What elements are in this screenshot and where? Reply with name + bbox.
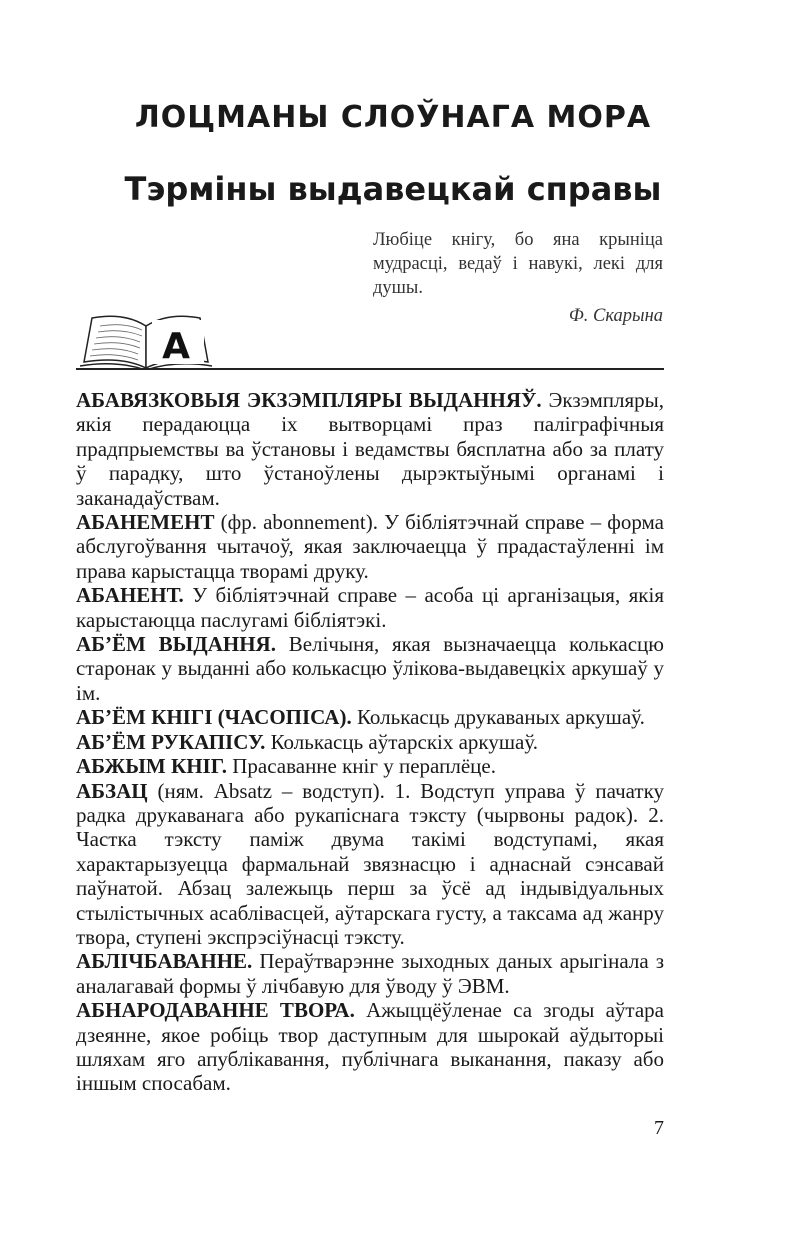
entry-definition: Прасаванне кніг у пераплёце.	[226, 754, 496, 779]
entry-definition: Колькасць аўтарскіх аркушаў.	[265, 729, 538, 754]
glossary-entry	[76, 754, 664, 778]
entry-term: АБАНЕНТ.	[76, 583, 184, 608]
glossary-entry	[76, 779, 664, 950]
glossary-entry	[76, 730, 664, 754]
entry-term: АБ’ЁМ КНІГІ (ЧАСОПІСА).	[76, 705, 352, 730]
section-letter: А	[162, 326, 190, 367]
entry-definition: Пераўтварэнне зыходных даных арыгінала з аналагавай формы ў лічбавую для ўводу ў ЭВМ.	[76, 949, 664, 998]
entry-term: АБ’ЁМ ВЫДАННЯ.	[76, 632, 276, 657]
section-divider	[76, 368, 664, 370]
entry-definition: (фр. abonnement). У бібліятэчнай справе – форма абслугоўвання чытачоў, якая заключаецца ў прадастаўленні ім права карыстацца творамі друку.	[76, 510, 664, 583]
glossary-entry	[76, 583, 664, 632]
page-number: 7	[654, 1117, 664, 1139]
page-subtitle: Тэрміны выдавецкай справы	[124, 170, 662, 208]
epigraph-author: Ф. Скарына	[568, 306, 663, 326]
glossary-entries	[76, 388, 664, 1096]
glossary-entry	[76, 510, 664, 583]
glossary-entry	[76, 388, 664, 510]
epigraph-text: Любіце кнігу, бо яна крыніца мудрасці, ведаў і навукі, лекі для душы.	[373, 230, 663, 298]
entry-definition: Велічыня, якая вызначаецца колькасцю старонак у выданні або колькасцю ўлікова-выдавецкіх аркушаў у ім.	[76, 632, 664, 705]
entry-definition: (ням. Absatz – водступ). 1. Водступ управа ў пачатку радка друкаванага або рукапіснага тэксту (чырвоны радок). 2. Частка тэксту паміж двума такімі водступамі, якая характарызуецца фармальнай звязнасцю і аднаснай сэнсавай паўнатой. Абзац залежыць перш за ўсё ад індывідуальных стылістычных асаблівасцей, аўтарскага густу, а таксама ад жанру твора, ступені экспрэсіўнасці тэксту.	[76, 778, 664, 949]
glossary-entry	[76, 705, 664, 729]
section-letter-block	[76, 310, 664, 370]
glossary-entry	[76, 632, 664, 705]
entry-definition: У бібліятэчнай справе – асоба ці арганізацыя, якія карыстаюцца паслугамі бібліятэкі.	[76, 583, 664, 632]
glossary-entry	[76, 998, 664, 1096]
entry-term: АБНАРОДАВАННЕ ТВОРА.	[76, 998, 355, 1023]
open-book-icon	[76, 310, 216, 370]
page-title: ЛОЦМАНЫ СЛОЎНАГА МОРА	[134, 100, 652, 135]
entry-term: АБЛІЧБАВАННЕ.	[76, 949, 253, 974]
entry-term: АБЗАЦ	[76, 778, 148, 803]
entry-term: АБАНЕМЕНТ	[76, 510, 215, 535]
entry-definition: Экзэмпляры, якія перадаюцца іх вытворцамі праз паліграфічныя прадпрыемствы ва ўстановы і ведамствы бясплатна або за плату ў парадку, што ўстаноўлены дырэктыўнымі органамі і заканадаўствам.	[76, 388, 664, 510]
entry-term: АБЖЫМ КНІГ.	[76, 754, 227, 779]
entry-definition: Ажыццёўленае са згоды аўтара дзеянне, якое робіць твор даступным для шырокай аўдыторыі шляхам яго апублікавання, публічнага выканання, паказу або іншым спосабам.	[76, 998, 664, 1096]
entry-term: АБ’ЁМ РУКАПІСУ.	[76, 729, 266, 754]
entry-term: АБАВЯЗКОВЫЯ ЭКЗЭМПЛЯРЫ ВЫДАННЯЎ.	[76, 388, 542, 412]
entry-definition: Колькасць друкаваных аркушаў.	[351, 705, 645, 730]
glossary-entry	[76, 949, 664, 998]
